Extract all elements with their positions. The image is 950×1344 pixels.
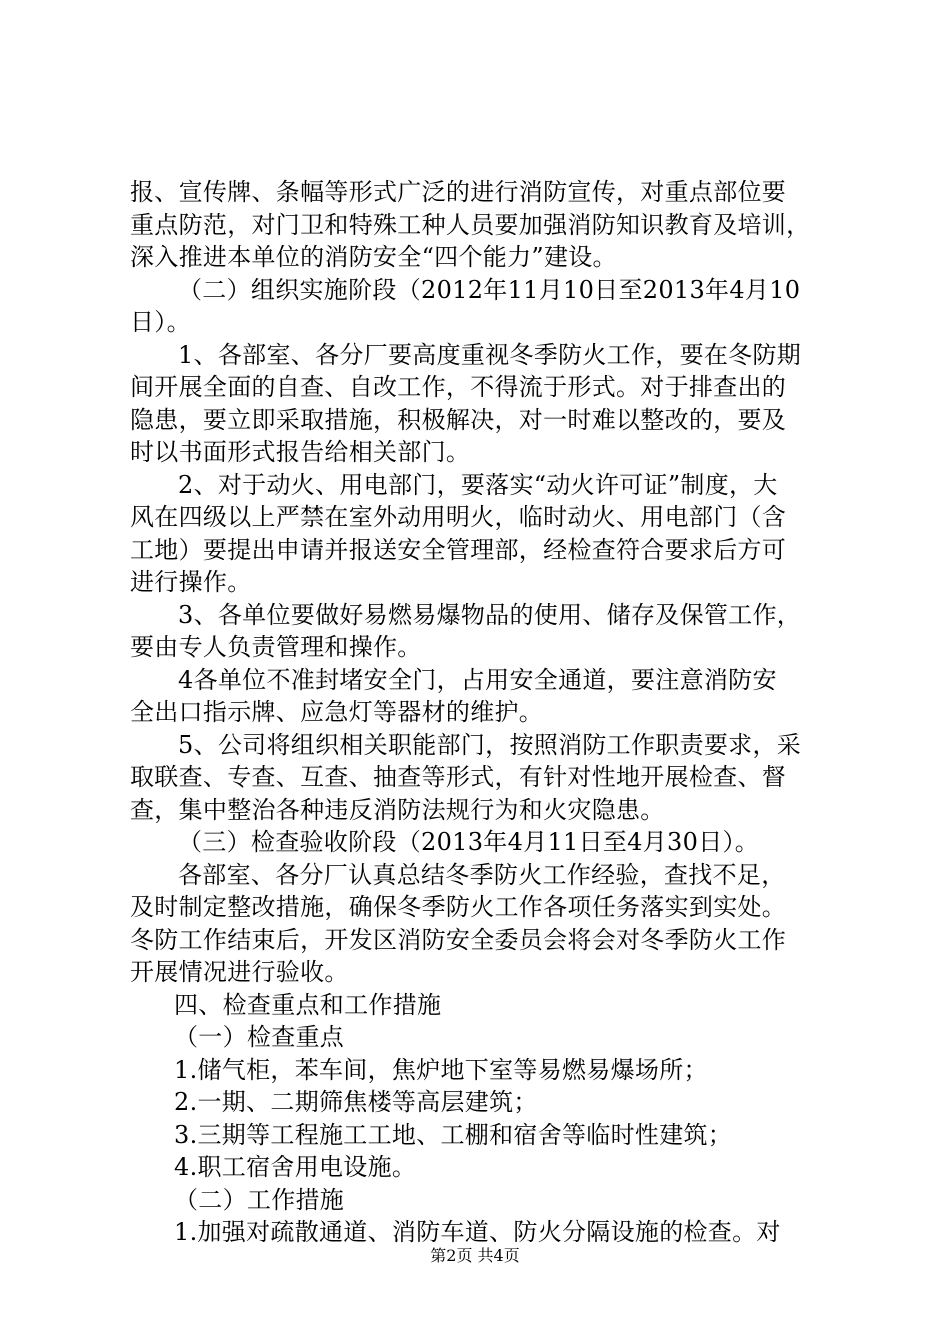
text-line: 进行操作。 [130,568,252,596]
text-line: 2、对于动火、用电部门，要落实“动火许可证”制度，大 [178,470,778,499]
text-line: 冬防工作结束后，开发区消防安全委员会将会对冬季防火工作 [130,925,787,954]
text-line: 间开展全面的自查、自改工作，不得流于形式。对于排查出的 [130,373,787,401]
section-heading: （一）检查重点 [174,1023,345,1051]
text-line: 全出口指示牌、应急灯等器材的维护。 [130,698,544,726]
list-item: 3.三期等工程施工工地、工棚和宿舍等临时性建筑； [174,1120,733,1149]
list-item: 1.加强对疏散通道、消防车道、防火分隔设施的检查。对 [174,1218,781,1246]
text-line: 及时制定整改措施，确保冬季防火工作各项任务落实到实处。 [130,893,787,921]
text-line: 日）。 [130,308,191,336]
document-body [130,176,830,1249]
section-heading: （二）组织实施阶段（2012年11月10日至2013年4月10 [178,275,801,304]
text-line: 5、公司将组织相关职能部门，按照消防工作职责要求，采 [178,730,802,759]
text-line: 开展情况进行验收。 [130,958,349,986]
text-line: 取联查、专查、互查、抽查等形式，有针对性地开展检查、督 [130,763,787,791]
text-line: 深入推进本单位的消防安全“四个能力”建设。 [130,243,617,271]
text-line: 风在四级以上严禁在室外动用明火，临时动火、用电部门（含 [130,503,787,531]
text-line: 要由专人负责管理和操作。 [130,633,422,661]
list-item: 1.储气柜，苯车间，焦炉地下室等易燃易爆场所； [174,1055,708,1084]
list-item: 2.一期、二期筛焦楼等高层建筑； [174,1088,538,1116]
page-number: 第2页 共4页 [430,1246,520,1265]
text-line: 重点防范，对门卫和特殊工种人员要加强消防知识教育及培训， [130,210,811,239]
list-item: 4.职工宿舍用电设施。 [174,1153,417,1181]
section-heading: （二）工作措施 [174,1185,345,1214]
text-line: 3、各单位要做好易燃易爆物品的使用、储存及保管工作， [178,600,802,629]
text-line: 工地）要提出申请并报送安全管理部，经检查符合要求后方可 [130,535,787,564]
text-line: 时以书面形式报告给相关部门。 [130,438,471,466]
page-footer [0,1246,950,1266]
text-line: 隐患，要立即采取措施，积极解决，对一时难以整改的，要及 [130,405,787,434]
text-line: 各部室、各分厂认真总结冬季防火工作经验，查找不足， [178,860,786,889]
text-line: 4各单位不准封堵安全门，占用安全通道，要注意消防安 [178,665,777,694]
section-heading: 四、检查重点和工作措施 [174,990,442,1019]
text-line: 查，集中整治各种违反消防法规行为和火灾隐患。 [130,795,665,824]
text-line: 报、宣传牌、条幅等形式广泛的进行消防宣传，对重点部位要 [130,178,787,206]
section-heading: （三）检查验收阶段（2013年4月11日至4月30日）。 [178,828,760,856]
text-line: 1、各部室、各分厂要高度重视冬季防火工作，要在冬防期 [178,340,802,369]
